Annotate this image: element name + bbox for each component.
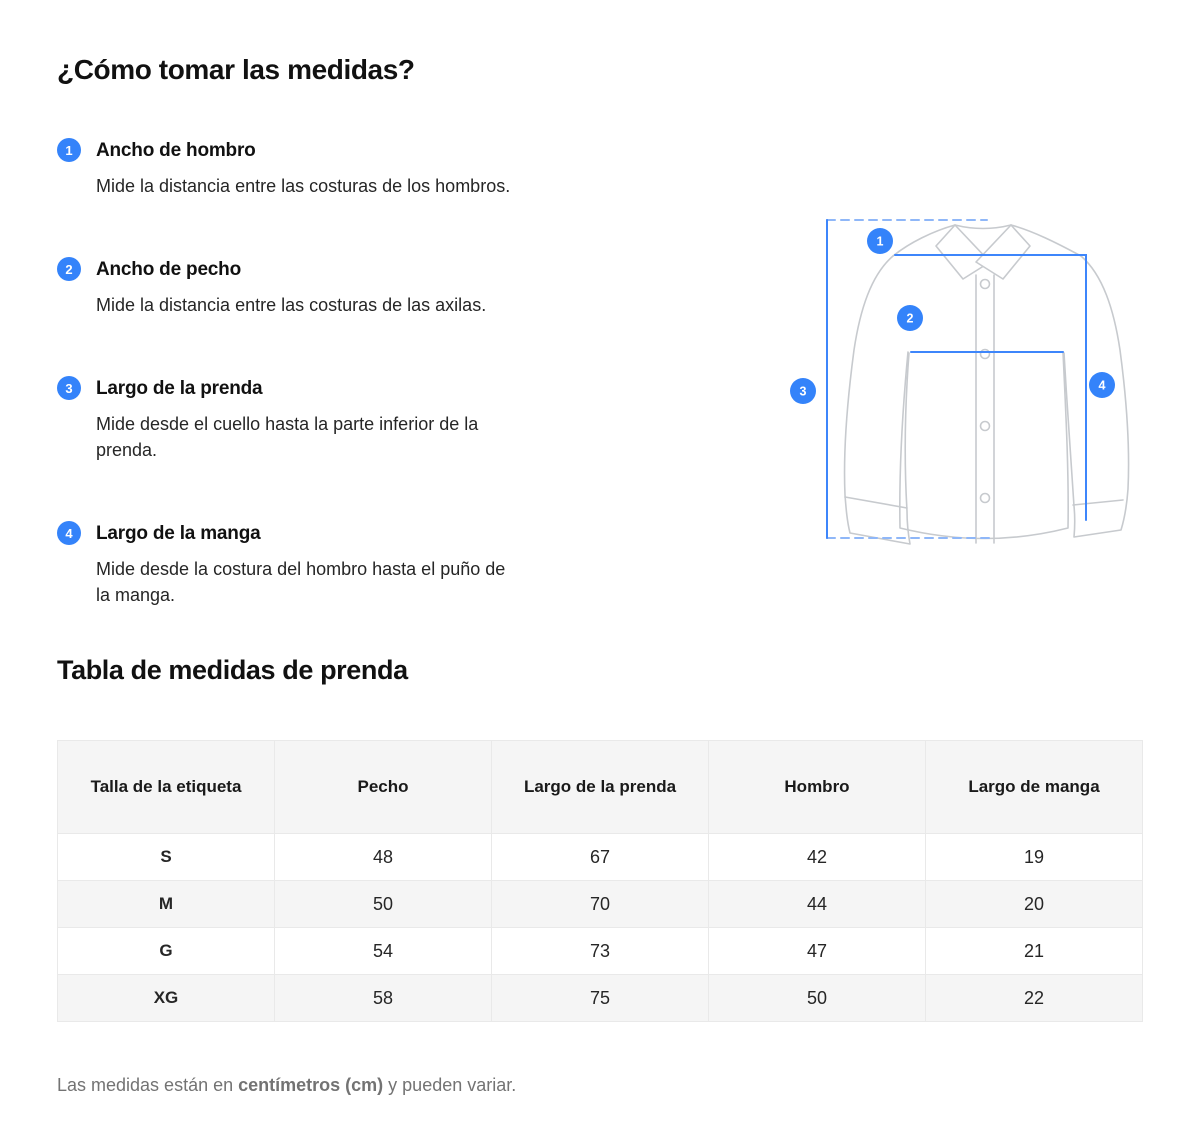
size-label: XG: [58, 975, 275, 1022]
footnote-units: centímetros (cm): [238, 1075, 384, 1095]
step-label: Ancho de hombro: [96, 140, 256, 161]
step-number-badge: 1: [57, 138, 81, 162]
column-header-sleeve: Largo de manga: [926, 741, 1143, 834]
value-cell: 44: [709, 881, 926, 928]
button-icon: [981, 494, 990, 503]
value-cell: 70: [492, 881, 709, 928]
value-cell: 20: [926, 881, 1143, 928]
diagram-marker-4-label: 4: [1098, 378, 1106, 393]
step-number-badge: 4: [57, 521, 81, 545]
step-description: Mide desde el cuello hasta la parte inferior de la prenda.: [96, 414, 479, 460]
measurement-steps-list: [57, 138, 697, 608]
value-cell: 19: [926, 834, 1143, 881]
table-row-m: [58, 881, 1143, 928]
right-cuff-line: [1073, 500, 1123, 505]
value-cell: 47: [709, 928, 926, 975]
table-section-title: Tabla de medidas de prenda: [57, 655, 408, 685]
column-header-size: Talla de la etiqueta: [58, 741, 275, 834]
step-description: Mide la distancia entre las costuras de los hombros.: [96, 176, 511, 196]
measurement-step-shoulder: [57, 138, 697, 199]
step-label: Largo de la prenda: [96, 378, 263, 399]
table-row-g: [58, 928, 1143, 975]
button-icon: [981, 350, 990, 359]
step-description: Mide desde la costura del hombro hasta el puño de la manga.: [96, 559, 506, 605]
size-table: [57, 740, 1143, 1022]
step-number-badge: 3: [57, 376, 81, 400]
value-cell: 75: [492, 975, 709, 1022]
column-header-shoulder: Hombro: [709, 741, 926, 834]
value-cell: 67: [492, 834, 709, 881]
value-cell: 54: [275, 928, 492, 975]
diagram-marker-2-label: 2: [906, 311, 914, 326]
column-header-chest: Pecho: [275, 741, 492, 834]
step-label: Ancho de pecho: [96, 259, 241, 280]
button-icon: [981, 422, 990, 431]
value-cell: 50: [709, 975, 926, 1022]
shirt-measurement-diagram: [783, 205, 1143, 561]
value-cell: 58: [275, 975, 492, 1022]
measurement-guide-section: [57, 138, 1143, 608]
step-number-badge: 2: [57, 257, 81, 281]
column-header-length: Largo de la prenda: [492, 741, 709, 834]
button-icon: [981, 280, 990, 289]
value-cell: 22: [926, 975, 1143, 1022]
measurement-step-sleeve: [57, 521, 697, 608]
value-cell: 21: [926, 928, 1143, 975]
measurement-step-length: [57, 376, 697, 463]
measurement-line-shoulder-and-sleeve: [895, 255, 1086, 520]
step-label: Largo de la manga: [96, 523, 261, 544]
size-label: M: [58, 881, 275, 928]
diagram-marker-1-label: 1: [876, 234, 884, 249]
table-header-row: [58, 741, 1143, 834]
measurement-step-chest: [57, 257, 697, 318]
value-cell: 50: [275, 881, 492, 928]
value-cell: 48: [275, 834, 492, 881]
page-title: ¿Cómo tomar las medidas?: [57, 54, 415, 85]
size-label: S: [58, 834, 275, 881]
measurements-footnote: Las medidas están en centímetros (cm) y pueden variar.: [57, 1075, 517, 1095]
size-label: G: [58, 928, 275, 975]
left-cuff-line: [845, 497, 907, 508]
value-cell: 42: [709, 834, 926, 881]
step-description: Mide la distancia entre las costuras de las axilas.: [96, 295, 487, 315]
diagram-marker-3-label: 3: [799, 384, 807, 399]
table-row-s: [58, 834, 1143, 881]
table-row-xg: [58, 975, 1143, 1022]
value-cell: 73: [492, 928, 709, 975]
